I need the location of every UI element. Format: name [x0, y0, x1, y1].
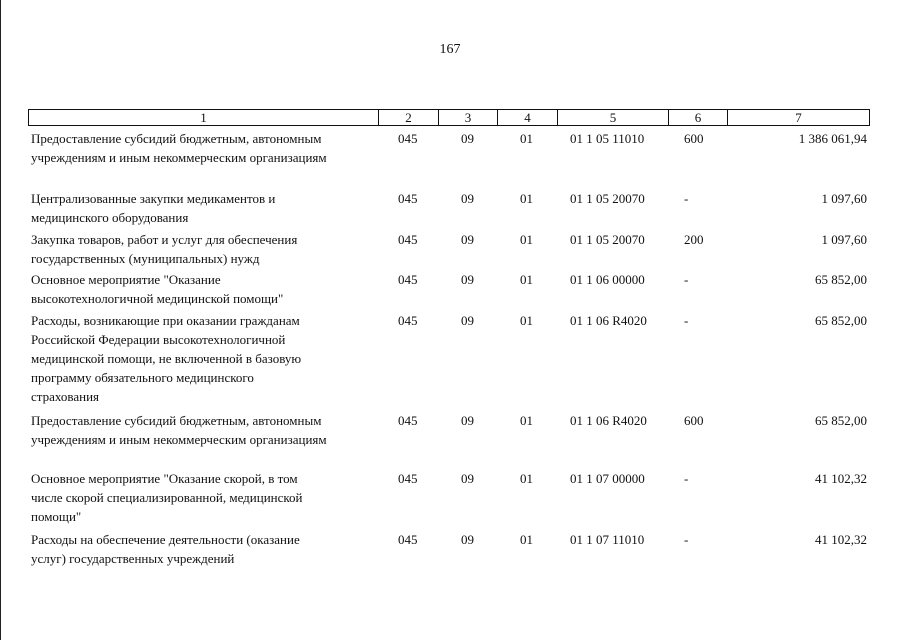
row-name-line: государственных (муниципальных) нужд [31, 251, 260, 266]
row-gr: 045 [398, 413, 418, 428]
row-vr: - [684, 471, 689, 486]
row-pr: 01 [520, 272, 533, 287]
row-pr: 01 [520, 131, 533, 146]
row-sum: 41 102,32 [815, 471, 867, 486]
row-gr: 045 [398, 471, 418, 486]
row-rz: 09 [461, 272, 474, 287]
row-name-line: Расходы на обеспечение деятельности (оказание [31, 532, 300, 547]
row-name-line: учреждениям и иным некоммерческим организациям [31, 432, 327, 447]
row-gr: 045 [398, 532, 418, 547]
row-sum: 1 097,60 [821, 191, 867, 206]
row-pr: 01 [520, 471, 533, 486]
row-name [31, 469, 386, 526]
row-gr: 045 [398, 232, 418, 247]
row-name [31, 230, 386, 268]
row-vr: - [684, 313, 689, 328]
row-name-line: страхования [31, 389, 100, 404]
row-gr: 045 [398, 313, 418, 328]
row-cs: 01 1 06 00000 [570, 272, 645, 287]
row-name [31, 189, 386, 227]
row-rz: 09 [461, 413, 474, 428]
header-cell-6: 6 [669, 110, 728, 125]
row-name-line: программу обязательного медицинского [31, 370, 254, 385]
row-name-line: Основное мероприятие "Оказание скорой, в том [31, 471, 298, 486]
row-name-line: медицинской помощи, не включенной в базовую [31, 351, 302, 366]
row-rz: 09 [461, 131, 474, 146]
row-cs: 01 1 05 20070 [570, 191, 645, 206]
row-pr: 01 [520, 313, 533, 328]
row-cs: 01 1 07 11010 [570, 532, 645, 547]
header-cell-7: 7 [795, 110, 802, 125]
header-cell-1: 1 [29, 110, 379, 125]
row-name [31, 270, 386, 308]
row-pr: 01 [520, 232, 533, 247]
row-name [31, 530, 386, 568]
row-pr: 01 [520, 532, 533, 547]
row-name [31, 311, 386, 406]
row-name-line: Закупка товаров, работ и услуг для обеспечения [31, 232, 298, 247]
page-number: 167 [439, 42, 461, 57]
row-name [31, 411, 386, 449]
row-cs: 01 1 05 20070 [570, 232, 645, 247]
row-pr: 01 [520, 413, 533, 428]
header-cell-2: 2 [379, 110, 439, 125]
row-gr: 045 [398, 131, 418, 146]
row-name-line: Предоставление субсидий бюджетным, автономным [31, 413, 322, 428]
header-cell-4: 4 [498, 110, 558, 125]
row-name-line: высокотехнологичной медицинской помощи" [31, 291, 284, 306]
row-sum: 65 852,00 [815, 313, 867, 328]
row-cs: 01 1 06 R4020 [570, 313, 647, 328]
row-name-line: Расходы, возникающие при оказании гражданам [31, 313, 300, 328]
row-pr: 01 [520, 191, 533, 206]
row-vr: 200 [684, 232, 704, 247]
row-rz: 09 [461, 191, 474, 206]
row-vr: 600 [684, 413, 704, 428]
row-cs: 01 1 06 R4020 [570, 413, 647, 428]
row-vr: - [684, 191, 689, 206]
row-name-line: учреждениям и иным некоммерческим организациям [31, 150, 327, 165]
row-name-line: Централизованные закупки медикаментов и [31, 191, 276, 206]
row-name-line: Основное мероприятие "Оказание [31, 272, 221, 287]
row-name-line: Российской Федерации высокотехнологичной [31, 332, 286, 347]
row-name-line: медицинского оборудования [31, 210, 189, 225]
row-name-line: Предоставление субсидий бюджетным, автономным [31, 131, 322, 146]
row-name-line: числе скорой специализированной, медицинской [31, 490, 303, 505]
header-cell-3: 3 [439, 110, 498, 125]
row-vr: - [684, 272, 689, 287]
row-cs: 01 1 05 11010 [570, 131, 645, 146]
row-gr: 045 [398, 272, 418, 287]
row-name-line: услуг) государственных учреждений [31, 551, 235, 566]
row-sum: 41 102,32 [815, 532, 867, 547]
row-sum: 1 097,60 [821, 232, 867, 247]
row-sum: 65 852,00 [815, 413, 867, 428]
row-sum: 65 852,00 [815, 272, 867, 287]
row-sum: 1 386 061,94 [798, 131, 867, 146]
row-cs: 01 1 07 00000 [570, 471, 645, 486]
row-name-line: помощи" [31, 509, 82, 524]
row-name [31, 129, 386, 167]
row-rz: 09 [461, 532, 474, 547]
row-vr: 600 [684, 131, 704, 146]
row-vr: - [684, 532, 689, 547]
row-rz: 09 [461, 471, 474, 486]
row-gr: 045 [398, 191, 418, 206]
header-cell-5: 5 [558, 110, 669, 125]
row-rz: 09 [461, 232, 474, 247]
row-rz: 09 [461, 313, 474, 328]
